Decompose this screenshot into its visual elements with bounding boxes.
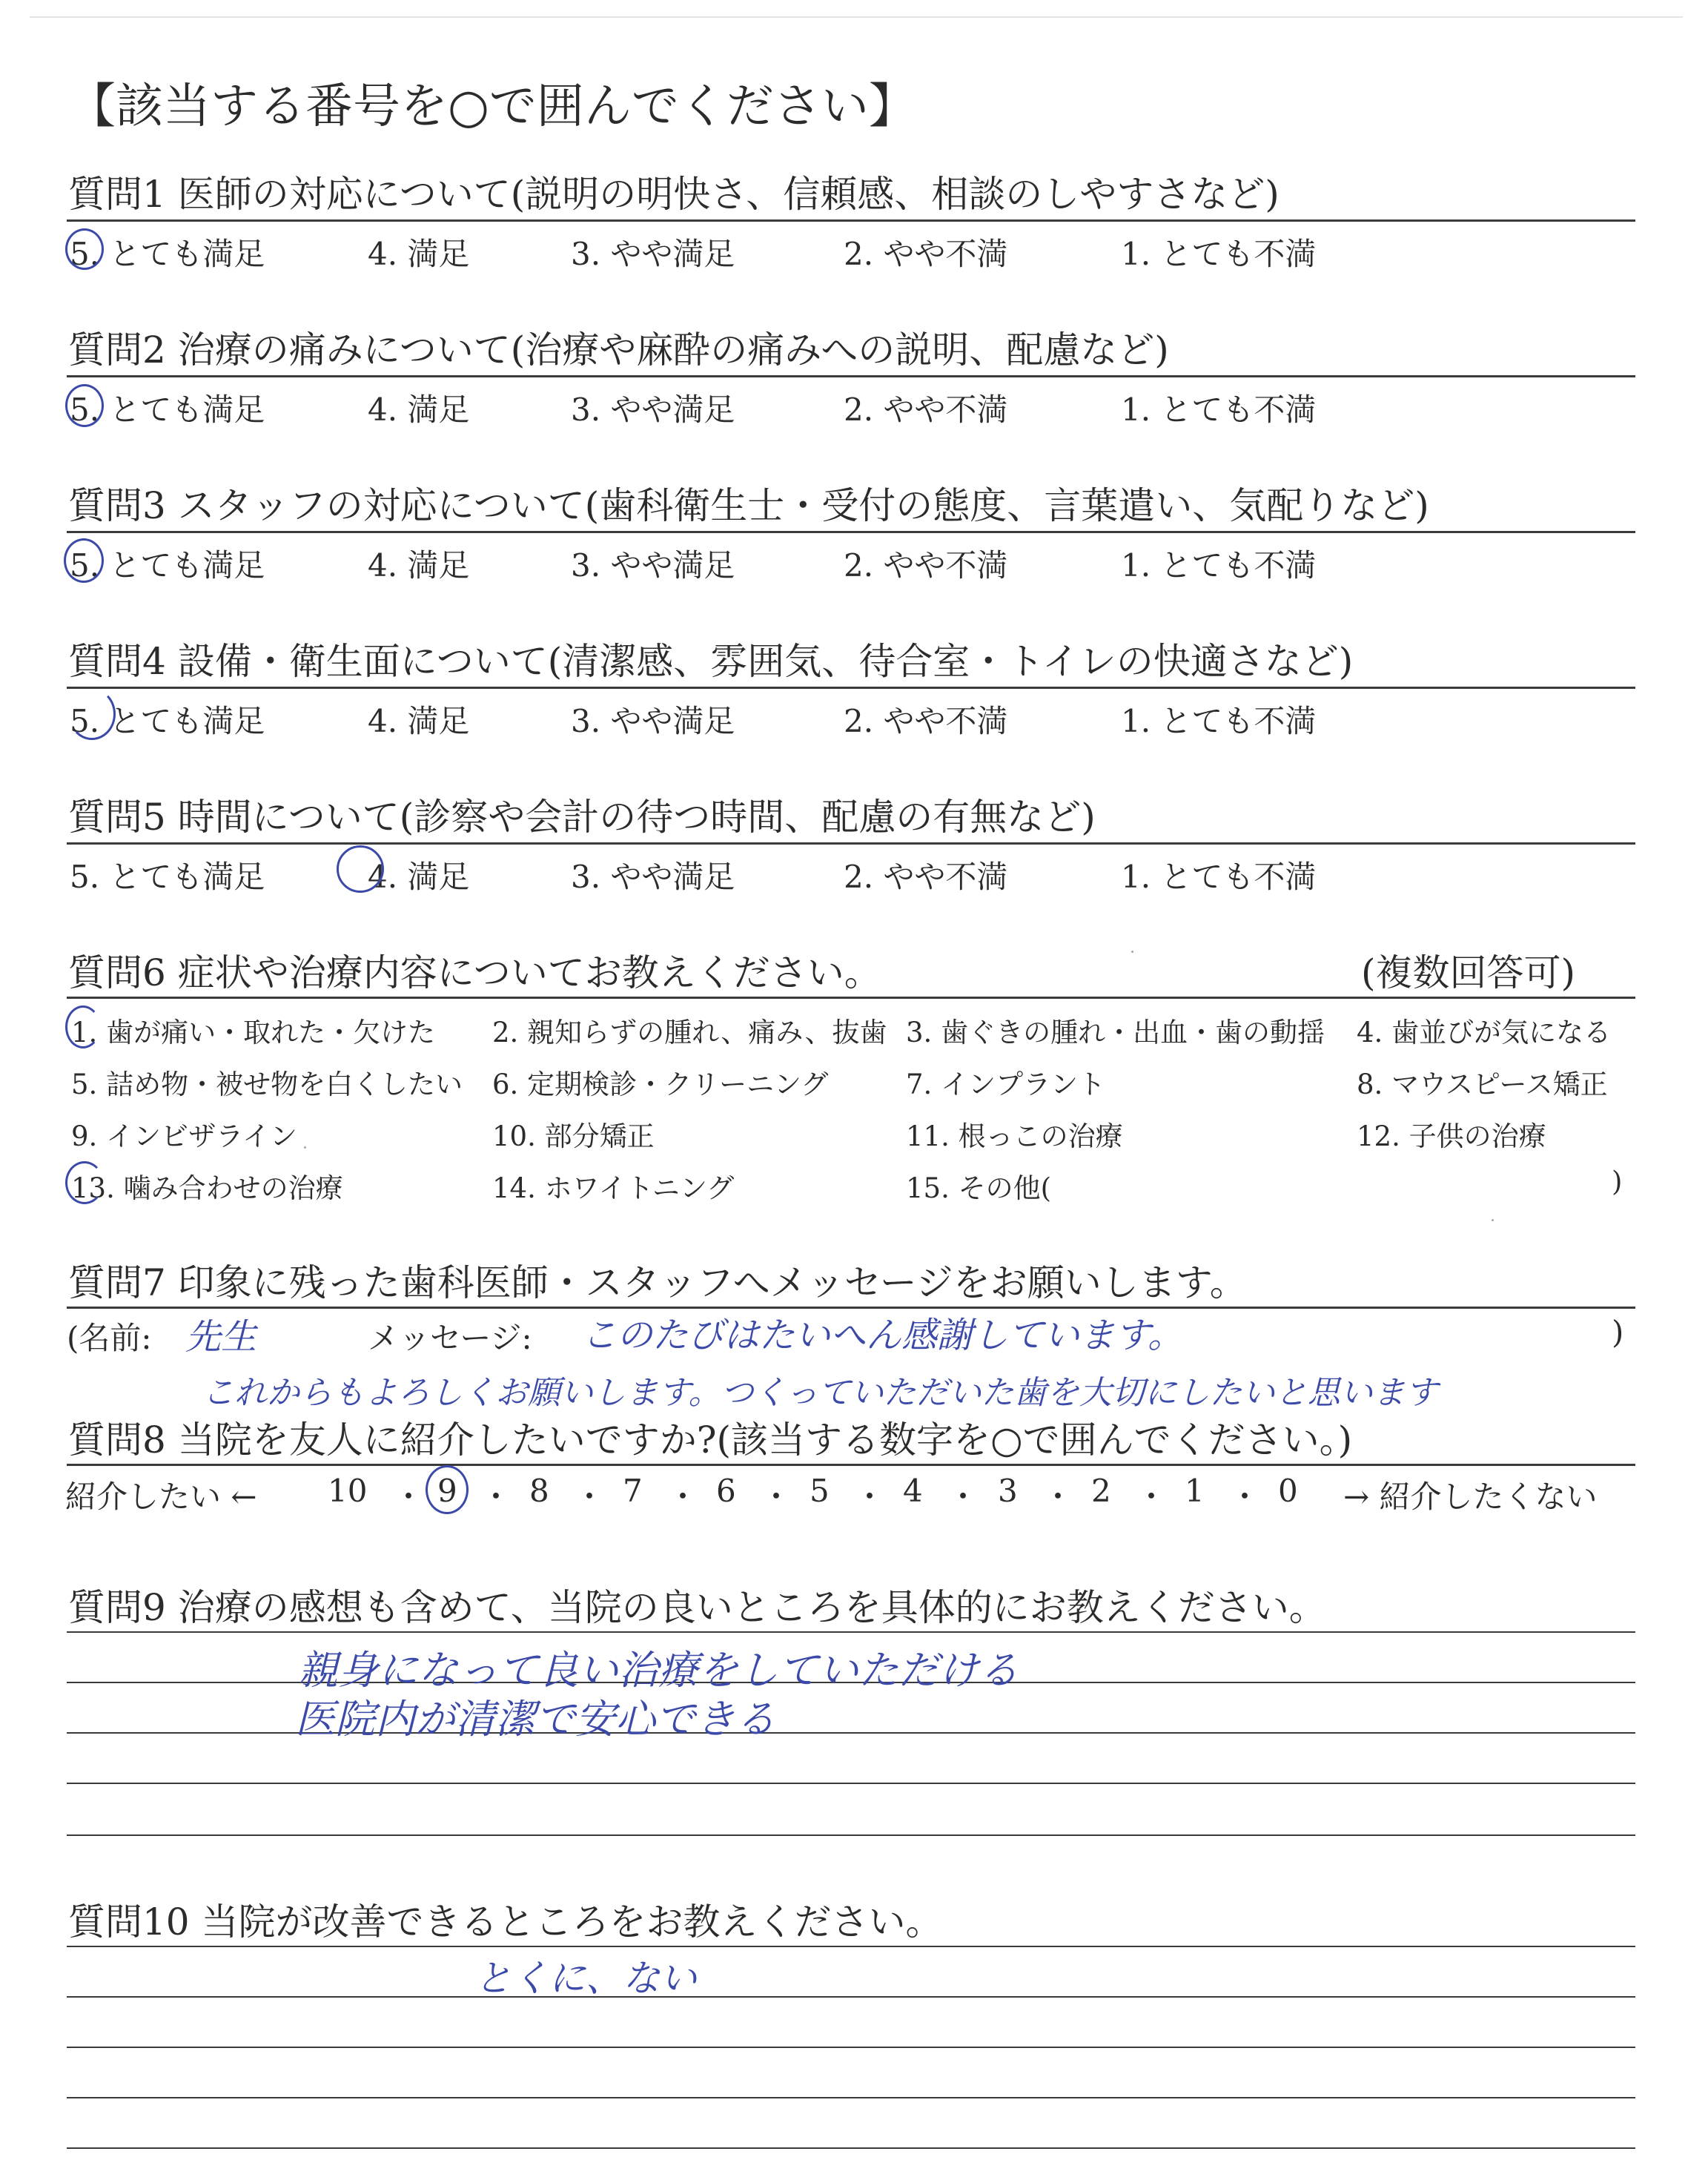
- q6-item-11[interactable]: 11. 根っこの治療: [906, 1120, 1123, 1152]
- q2-option-3[interactable]: 3. やや満足: [571, 392, 735, 428]
- q8-scale-4[interactable]: 4: [903, 1473, 923, 1509]
- q5-title: 質問5 時間について(診察や会計の待つ時間、配慮の有無など): [68, 796, 1096, 839]
- q8-scale-1[interactable]: 1: [1185, 1473, 1205, 1509]
- q8-scale-9[interactable]: 9: [437, 1473, 457, 1509]
- q8-separator: ・: [1229, 1479, 1261, 1515]
- q6-multiple-note: (複数回答可): [1361, 951, 1576, 994]
- q3-option-2[interactable]: 2. やや不満: [844, 547, 1008, 584]
- q10-line-2: [67, 1996, 1635, 1998]
- q8-separator: ・: [761, 1479, 792, 1515]
- q2-option-2[interactable]: 2. やや不満: [844, 392, 1008, 428]
- q6-item-4[interactable]: 4. 歯並びが気になる: [1357, 1017, 1612, 1048]
- page-top-edge: [30, 16, 1683, 18]
- q8-scale-10[interactable]: 10: [328, 1473, 368, 1509]
- q2-title: 質問2 治療の痛みについて(治療や麻酔の痛みへの説明、配慮など): [68, 328, 1169, 371]
- q6-item-6[interactable]: 6. 定期検診・クリーニング: [492, 1069, 829, 1100]
- q6-item-5[interactable]: 5. 詰め物・被せ物を白くしたい: [71, 1069, 463, 1100]
- q8-scale-5[interactable]: 5: [810, 1473, 830, 1509]
- q3-option-5[interactable]: 5. とても満足: [70, 547, 265, 584]
- q5-option-2[interactable]: 2. やや不満: [844, 859, 1008, 895]
- speck-mark: [1131, 951, 1133, 953]
- q6-item-15-other[interactable]: 15. その他(: [906, 1172, 1052, 1204]
- q5-option-1[interactable]: 1. とても不満: [1121, 859, 1317, 895]
- q6-item-1[interactable]: 1. 歯が痛い・取れた・欠けた: [71, 1017, 436, 1048]
- q6-item-14[interactable]: 14. ホワイトニング: [492, 1172, 735, 1204]
- q6-other-close-paren: ): [1612, 1166, 1623, 1198]
- q3-option-3[interactable]: 3. やや満足: [571, 547, 735, 584]
- q1-selection-circle: [65, 228, 104, 270]
- q4-option-3[interactable]: 3. やや満足: [571, 703, 735, 739]
- q8-title: 質問8 当院を友人に紹介したいですか?(該当する数字を○で囲んでください。): [68, 1418, 1353, 1462]
- q10-answer-handwritten[interactable]: とくに、ない: [474, 1957, 697, 2000]
- q7-name-handwritten[interactable]: 先生: [185, 1316, 257, 1358]
- q9-answer-line2-handwritten[interactable]: 医院内が清潔で安心できる: [295, 1696, 775, 1743]
- q8-separator: ・: [393, 1479, 425, 1515]
- q6-rule: [67, 997, 1635, 999]
- q1-option-2[interactable]: 2. やや不満: [844, 236, 1008, 272]
- q8-right-label: → 紹介したくない: [1343, 1479, 1598, 1515]
- q8-separator: ・: [667, 1479, 699, 1515]
- speck-mark: [304, 1146, 306, 1149]
- q8-separator: ・: [947, 1479, 979, 1515]
- q8-left-label: 紹介したい ←: [65, 1479, 257, 1515]
- q8-separator: ・: [574, 1479, 606, 1515]
- q4-selection-circle: [68, 688, 116, 740]
- q2-option-4[interactable]: 4. 満足: [368, 392, 470, 428]
- q8-scale-8[interactable]: 8: [529, 1473, 549, 1509]
- q8-scale-0[interactable]: 0: [1278, 1473, 1298, 1509]
- q9-line-5: [67, 1834, 1635, 1836]
- q8-rule: [67, 1464, 1635, 1466]
- q1-option-1[interactable]: 1. とても不満: [1121, 236, 1317, 272]
- q8-separator: ・: [1042, 1479, 1074, 1515]
- q2-option-5[interactable]: 5. とても満足: [70, 392, 265, 428]
- q7-name-label: (名前:: [67, 1320, 152, 1356]
- q6-item-10[interactable]: 10. 部分矯正: [492, 1120, 655, 1152]
- q8-separator: ・: [854, 1479, 886, 1515]
- q1-option-5[interactable]: 5. とても満足: [70, 236, 265, 272]
- q6-title: 質問6 症状や治療内容についてお教えください。: [68, 951, 881, 994]
- q8-scale-7[interactable]: 7: [623, 1473, 643, 1509]
- q9-line-4: [67, 1783, 1635, 1784]
- q3-selection-circle: [64, 538, 104, 583]
- q3-option-1[interactable]: 1. とても不満: [1121, 547, 1317, 584]
- q3-rule: [67, 531, 1635, 533]
- q3-title: 質問3 スタッフの対応について(歯科衛生士・受付の態度、言葉遣い、気配りなど): [68, 484, 1429, 527]
- q5-rule: [67, 842, 1635, 845]
- q4-option-5[interactable]: 5. とても満足: [70, 703, 265, 739]
- q6-item-13-selection-circle: [65, 1161, 104, 1204]
- q2-option-1[interactable]: 1. とても不満: [1121, 392, 1317, 428]
- q7-title: 質問7 印象に残った歯科医師・スタッフへメッセージをお願いします。: [68, 1261, 1247, 1304]
- q8-selection-circle: [426, 1465, 469, 1514]
- q6-item-2[interactable]: 2. 親知らずの腫れ、痛み、抜歯: [492, 1017, 887, 1048]
- q4-option-1[interactable]: 1. とても不満: [1121, 703, 1317, 739]
- q6-item-1-selection-circle: [65, 1005, 101, 1048]
- q7-message-label: メッセージ:: [368, 1320, 532, 1356]
- q7-message-line2-handwritten[interactable]: これからもよろしくお願いします。つくっていただいた歯を大切にしたいと思います: [202, 1374, 1438, 1412]
- q10-title: 質問10 当院が改善できるところをお教えください。: [68, 1900, 943, 1943]
- q6-item-8[interactable]: 8. マウスピース矯正: [1357, 1069, 1608, 1100]
- q7-message-line1-handwritten[interactable]: このたびはたいへん感謝しています。: [581, 1315, 1184, 1356]
- q1-option-4[interactable]: 4. 満足: [368, 236, 470, 272]
- q8-scale-3[interactable]: 3: [998, 1473, 1018, 1509]
- q10-line-3: [67, 2047, 1635, 2048]
- q6-item-3[interactable]: 3. 歯ぐきの腫れ・出血・歯の動揺: [906, 1017, 1325, 1048]
- q7-close-paren: ): [1612, 1314, 1624, 1350]
- q9-line-1: [67, 1631, 1635, 1633]
- q4-rule: [67, 687, 1635, 689]
- q8-separator: ・: [1136, 1479, 1168, 1515]
- q8-scale-2[interactable]: 2: [1091, 1473, 1111, 1509]
- q6-item-7[interactable]: 7. インプラント: [906, 1069, 1106, 1100]
- q1-title: 質問1 医師の対応について(説明の明快さ、信頼感、相談のしやすさなど): [68, 173, 1280, 216]
- q4-option-2[interactable]: 2. やや不満: [844, 703, 1008, 739]
- q9-answer-line1-handwritten[interactable]: 親身になって良い治療をしていただける: [298, 1647, 1019, 1694]
- q2-selection-circle: [65, 384, 104, 427]
- q8-separator: ・: [480, 1479, 512, 1515]
- q4-title: 質問4 設備・衛生面について(清潔感、雰囲気、待合室・トイレの快適さなど): [68, 640, 1354, 683]
- q1-option-3[interactable]: 3. やや満足: [571, 236, 735, 272]
- q4-option-4[interactable]: 4. 満足: [368, 703, 470, 739]
- q5-option-3[interactable]: 3. やや満足: [571, 859, 735, 895]
- q3-option-4[interactable]: 4. 満足: [368, 547, 470, 584]
- q10-line-4: [67, 2097, 1635, 2098]
- q10-line-1: [67, 1946, 1635, 1947]
- q1-rule: [67, 219, 1635, 222]
- q10-line-5: [67, 2147, 1635, 2149]
- q6-item-12[interactable]: 12. 子供の治療: [1357, 1120, 1546, 1152]
- q8-scale-6[interactable]: 6: [716, 1473, 736, 1509]
- q5-option-5[interactable]: 5. とても満足: [70, 859, 265, 895]
- q6-item-13[interactable]: 13. 噛み合わせの治療: [71, 1172, 343, 1204]
- q2-rule: [67, 375, 1635, 377]
- q5-option-4[interactable]: 4. 満足: [368, 859, 470, 895]
- q9-title: 質問9 治療の感想も含めて、当院の良いところを具体的にお教えください。: [68, 1586, 1326, 1629]
- form-title: 【該当する番号を○で囲んでください】: [68, 79, 916, 134]
- speck-mark: [1492, 1219, 1494, 1221]
- q6-item-9[interactable]: 9. インビザライン: [71, 1120, 297, 1152]
- q5-selection-circle: [337, 845, 384, 893]
